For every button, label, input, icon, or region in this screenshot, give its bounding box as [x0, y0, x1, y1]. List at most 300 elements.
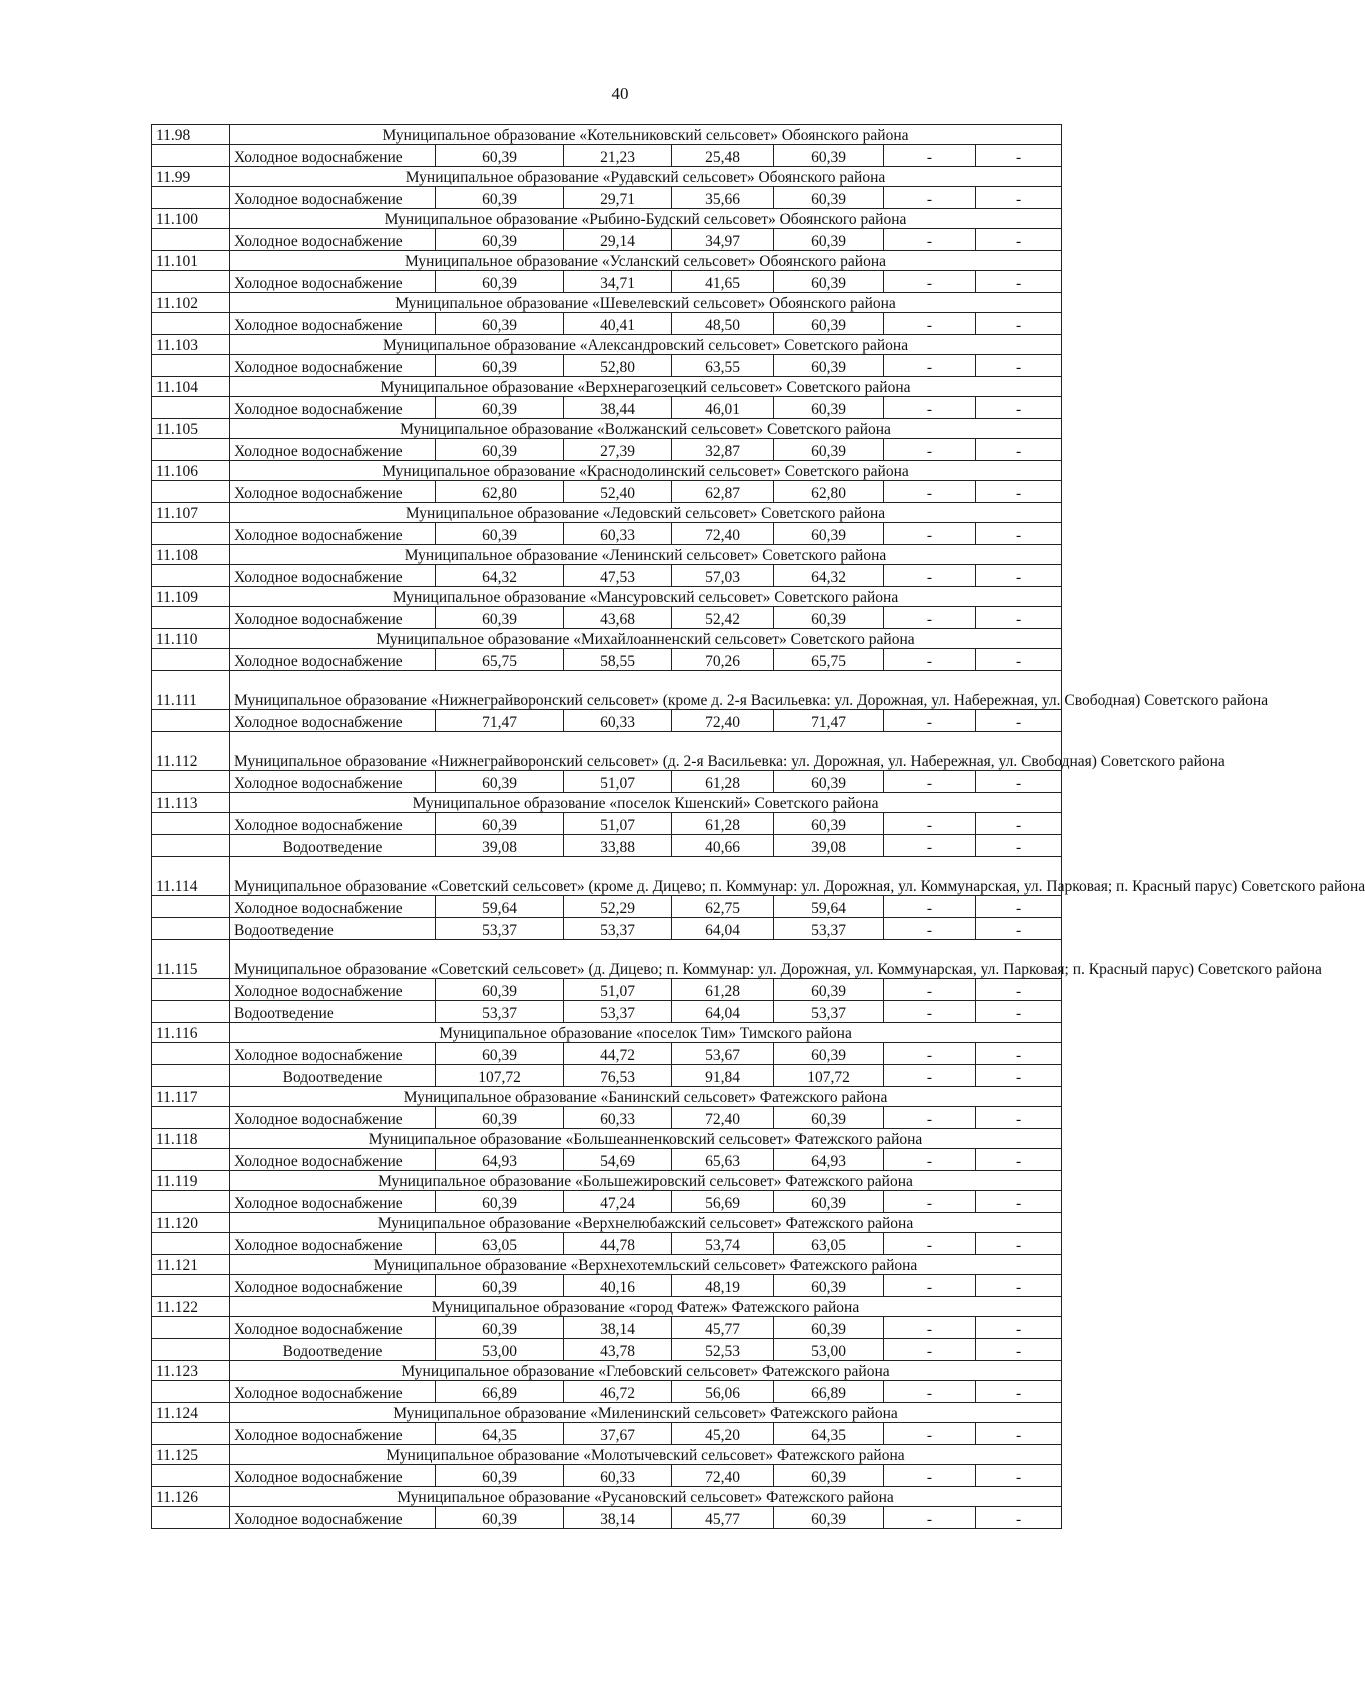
tariff-value: -: [884, 771, 976, 793]
municipality-title: Муниципальное образование «Рудавский сельсовет» Обоянского района: [230, 167, 1062, 187]
service-name: Холодное водоснабжение: [230, 979, 436, 1001]
tariff-value: 60,39: [436, 813, 564, 835]
item-number-spacer: [152, 145, 230, 167]
tariff-value: 47,53: [564, 565, 672, 587]
tariff-value: 46,72: [564, 1381, 672, 1403]
item-number-spacer: [152, 271, 230, 293]
tariff-value: -: [884, 979, 976, 1001]
item-number-spacer: [152, 896, 230, 918]
tariff-value: 38,14: [564, 1507, 672, 1529]
tariff-value: -: [884, 1043, 976, 1065]
tariff-value: 59,64: [436, 896, 564, 918]
municipality-header-row: [152, 793, 1062, 813]
tariff-value: 52,53: [672, 1339, 774, 1361]
tariff-value: 60,39: [436, 271, 564, 293]
tariff-value: -: [884, 355, 976, 377]
municipality-header-row: [152, 940, 1062, 979]
service-name: Водоотведение: [230, 1065, 436, 1087]
tariff-value: 60,39: [774, 145, 884, 167]
tariff-value: -: [884, 918, 976, 940]
tariff-value: 60,39: [774, 229, 884, 251]
tariff-value: 44,72: [564, 1043, 672, 1065]
tariff-value: -: [976, 1507, 1062, 1529]
item-number-spacer: [152, 229, 230, 251]
item-number: 11.100: [152, 209, 230, 229]
tariff-value: 66,89: [774, 1381, 884, 1403]
tariff-value: -: [976, 229, 1062, 251]
tariff-value: 76,53: [564, 1065, 672, 1087]
item-number-spacer: [152, 979, 230, 1001]
municipality-title: Муниципальное образование «Верхнелюбажский сельсовет» Фатежского района: [230, 1213, 1062, 1233]
tariff-value: -: [976, 1043, 1062, 1065]
tariff-value: 64,93: [436, 1149, 564, 1171]
service-name: Холодное водоснабжение: [230, 896, 436, 918]
municipality-header-row: [152, 671, 1062, 710]
tariff-value: -: [976, 523, 1062, 545]
tariff-value: 66,89: [436, 1381, 564, 1403]
tariff-value: 62,80: [436, 481, 564, 503]
tariff-value: 60,39: [774, 271, 884, 293]
service-row: [152, 271, 1062, 293]
tariff-value: 91,84: [672, 1065, 774, 1087]
tariff-value: 61,28: [672, 979, 774, 1001]
tariff-value: 35,66: [672, 187, 774, 209]
tariff-value: 60,39: [774, 607, 884, 629]
service-row: [152, 1423, 1062, 1445]
item-number: 11.98: [152, 125, 230, 145]
municipality-title: Муниципальное образование «Советский сельсовет» (кроме д. Дицево; п. Коммунар: ул. Дорожная, ул. Коммунарская, ул. Парковая; п. Красный парус) Советского района: [230, 857, 1062, 896]
tariff-value: 29,71: [564, 187, 672, 209]
tariff-value: 27,39: [564, 439, 672, 461]
tariff-value: 56,69: [672, 1191, 774, 1213]
tariff-value: 37,67: [564, 1423, 672, 1445]
tariff-value: 107,72: [436, 1065, 564, 1087]
tariff-value: -: [976, 1339, 1062, 1361]
service-row: [152, 1381, 1062, 1403]
service-row: [152, 187, 1062, 209]
tariff-value: 72,40: [672, 1465, 774, 1487]
tariff-value: 60,39: [774, 979, 884, 1001]
tariff-value: -: [884, 1065, 976, 1087]
tariff-value: -: [884, 397, 976, 419]
service-row: [152, 355, 1062, 377]
tariff-value: -: [884, 1191, 976, 1213]
item-number: 11.106: [152, 461, 230, 481]
item-number-spacer: [152, 1191, 230, 1213]
tariff-value: 45,20: [672, 1423, 774, 1445]
item-number-spacer: [152, 523, 230, 545]
service-name: Холодное водоснабжение: [230, 1423, 436, 1445]
item-number-spacer: [152, 1065, 230, 1087]
tariff-value: 107,72: [774, 1065, 884, 1087]
item-number: 11.122: [152, 1297, 230, 1317]
service-name: Холодное водоснабжение: [230, 523, 436, 545]
tariff-value: 60,39: [436, 145, 564, 167]
item-number-spacer: [152, 1233, 230, 1255]
tariff-value: -: [976, 1001, 1062, 1023]
tariff-value: 64,32: [774, 565, 884, 587]
item-number-spacer: [152, 1149, 230, 1171]
municipality-title: Муниципальное образование «Верхнехотемльский сельсовет» Фатежского района: [230, 1255, 1062, 1275]
tariff-value: 60,39: [436, 771, 564, 793]
tariff-value: 60,39: [774, 1507, 884, 1529]
municipality-title: Муниципальное образование «город Фатеж» Фатежского района: [230, 1297, 1062, 1317]
service-name: Холодное водоснабжение: [230, 1191, 436, 1213]
tariff-value: -: [976, 607, 1062, 629]
service-row: [152, 1275, 1062, 1297]
tariff-value: 60,33: [564, 710, 672, 732]
tariff-value: 41,65: [672, 271, 774, 293]
tariff-value: -: [884, 1465, 976, 1487]
tariff-value: 62,80: [774, 481, 884, 503]
municipality-title: Муниципальное образование «Миленинский сельсовет» Фатежского района: [230, 1403, 1062, 1423]
service-name: Холодное водоснабжение: [230, 439, 436, 461]
tariff-value: -: [976, 271, 1062, 293]
service-row: [152, 1043, 1062, 1065]
tariff-value: 60,39: [436, 439, 564, 461]
item-number: 11.121: [152, 1255, 230, 1275]
item-number-spacer: [152, 1381, 230, 1403]
item-number-spacer: [152, 439, 230, 461]
tariff-table: [151, 124, 1365, 1529]
item-number: 11.113: [152, 793, 230, 813]
service-name: Холодное водоснабжение: [230, 313, 436, 335]
tariff-value: 51,07: [564, 771, 672, 793]
tariff-value: -: [884, 896, 976, 918]
tariff-value: -: [884, 439, 976, 461]
tariff-value: 58,55: [564, 649, 672, 671]
tariff-value: -: [884, 229, 976, 251]
tariff-value: 60,39: [774, 187, 884, 209]
tariff-value: 64,35: [774, 1423, 884, 1445]
item-number: 11.99: [152, 167, 230, 187]
municipality-header-row: [152, 1487, 1062, 1507]
tariff-value: 53,67: [672, 1043, 774, 1065]
tariff-value: 71,47: [774, 710, 884, 732]
tariff-value: 60,39: [774, 439, 884, 461]
tariff-value: 62,75: [672, 896, 774, 918]
service-name: Холодное водоснабжение: [230, 1317, 436, 1339]
item-number: 11.126: [152, 1487, 230, 1507]
tariff-value: 60,33: [564, 1107, 672, 1129]
municipality-title: Муниципальное образование «Банинский сельсовет» Фатежского района: [230, 1087, 1062, 1107]
tariff-value: 64,35: [436, 1423, 564, 1445]
tariff-value: 48,50: [672, 313, 774, 335]
tariff-value: 56,06: [672, 1381, 774, 1403]
service-row: [152, 896, 1062, 918]
tariff-value: -: [976, 813, 1062, 835]
service-name: Холодное водоснабжение: [230, 1381, 436, 1403]
tariff-value: -: [976, 1065, 1062, 1087]
tariff-value: 60,39: [774, 1107, 884, 1129]
tariff-value: 64,04: [672, 1001, 774, 1023]
tariff-value: 64,32: [436, 565, 564, 587]
tariff-value: 60,39: [436, 187, 564, 209]
municipality-title: Муниципальное образование «Михайлоанненский сельсовет» Советского района: [230, 629, 1062, 649]
tariff-value: 52,29: [564, 896, 672, 918]
tariff-value: 34,97: [672, 229, 774, 251]
tariff-value: -: [976, 145, 1062, 167]
tariff-value: -: [976, 1317, 1062, 1339]
item-number: 11.125: [152, 1445, 230, 1465]
service-row: [152, 1149, 1062, 1171]
tariff-value: 47,24: [564, 1191, 672, 1213]
municipality-title: Муниципальное образование «Ледовский сельсовет» Советского района: [230, 503, 1062, 523]
service-row: [152, 1065, 1062, 1087]
service-name: Холодное водоснабжение: [230, 607, 436, 629]
service-row: [152, 710, 1062, 732]
tariff-value: 60,39: [774, 1043, 884, 1065]
item-number: 11.102: [152, 293, 230, 313]
item-number-spacer: [152, 355, 230, 377]
item-number-spacer: [152, 1001, 230, 1023]
tariff-value: 72,40: [672, 1107, 774, 1129]
service-name: Холодное водоснабжение: [230, 1149, 436, 1171]
tariff-value: 71,47: [436, 710, 564, 732]
tariff-value: 51,07: [564, 813, 672, 835]
tariff-value: -: [976, 918, 1062, 940]
service-row: [152, 481, 1062, 503]
service-name: Водоотведение: [230, 835, 436, 857]
service-name: Холодное водоснабжение: [230, 481, 436, 503]
tariff-value: 39,08: [436, 835, 564, 857]
service-row: [152, 918, 1062, 940]
tariff-value: -: [884, 1339, 976, 1361]
tariff-value: -: [884, 1001, 976, 1023]
tariff-value: 53,37: [774, 1001, 884, 1023]
municipality-header-row: [152, 1255, 1062, 1275]
item-number: 11.107: [152, 503, 230, 523]
item-number-spacer: [152, 1339, 230, 1361]
tariff-value: -: [884, 187, 976, 209]
item-number-spacer: [152, 481, 230, 503]
municipality-header-row: [152, 629, 1062, 649]
tariff-value: 60,39: [436, 1465, 564, 1487]
tariff-value: 38,44: [564, 397, 672, 419]
tariff-value: 29,14: [564, 229, 672, 251]
tariff-value: 70,26: [672, 649, 774, 671]
tariff-value: 60,39: [436, 313, 564, 335]
tariff-value: 60,39: [436, 355, 564, 377]
municipality-title: Муниципальное образование «Рыбино-Будский сельсовет» Обоянского района: [230, 209, 1062, 229]
tariff-value: -: [976, 1381, 1062, 1403]
item-number: 11.111: [152, 671, 230, 710]
tariff-value: -: [884, 710, 976, 732]
tariff-value: 72,40: [672, 710, 774, 732]
tariff-value: -: [976, 1275, 1062, 1297]
item-number-spacer: [152, 918, 230, 940]
tariff-value: -: [884, 1507, 976, 1529]
service-row: [152, 979, 1062, 1001]
municipality-header-row: [152, 293, 1062, 313]
tariff-value: 63,05: [774, 1233, 884, 1255]
municipality-title: Муниципальное образование «Молотычевский сельсовет» Фатежского района: [230, 1445, 1062, 1465]
tariff-value: 45,77: [672, 1507, 774, 1529]
municipality-header-row: [152, 461, 1062, 481]
municipality-title: Муниципальное образование «Котельниковский сельсовет» Обоянского района: [230, 125, 1062, 145]
tariff-value: -: [976, 710, 1062, 732]
tariff-value: -: [976, 649, 1062, 671]
tariff-value: 60,39: [436, 1317, 564, 1339]
service-name: Холодное водоснабжение: [230, 229, 436, 251]
tariff-value: 59,64: [774, 896, 884, 918]
municipality-title: Муниципальное образование «Нижнеграйворонский сельсовет» (д. 2-я Васильевка: ул. Дорожная, ул. Набережная, ул. Свободная) Советского района: [230, 732, 1062, 771]
service-row: [152, 313, 1062, 335]
tariff-value: 25,48: [672, 145, 774, 167]
tariff-value: 65,63: [672, 1149, 774, 1171]
tariff-value: 60,39: [774, 397, 884, 419]
tariff-value: -: [884, 313, 976, 335]
tariff-value: -: [976, 565, 1062, 587]
tariff-value: -: [976, 979, 1062, 1001]
municipality-header-row: [152, 1087, 1062, 1107]
tariff-value: 60,33: [564, 1465, 672, 1487]
tariff-value: -: [884, 481, 976, 503]
tariff-value: 61,28: [672, 771, 774, 793]
tariff-value: 40,66: [672, 835, 774, 857]
tariff-value: -: [884, 523, 976, 545]
service-row: [152, 565, 1062, 587]
tariff-value: 52,42: [672, 607, 774, 629]
service-row: [152, 1001, 1062, 1023]
service-name: Водоотведение: [230, 1339, 436, 1361]
service-name: Холодное водоснабжение: [230, 649, 436, 671]
tariff-value: 48,19: [672, 1275, 774, 1297]
municipality-title: Муниципальное образование «Большежировский сельсовет» Фатежского района: [230, 1171, 1062, 1191]
item-number-spacer: [152, 710, 230, 732]
tariff-value: 38,14: [564, 1317, 672, 1339]
municipality-title: Муниципальное образование «поселок Кшенский» Советского района: [230, 793, 1062, 813]
tariff-value: 46,01: [672, 397, 774, 419]
item-number: 11.117: [152, 1087, 230, 1107]
tariff-value: 57,03: [672, 565, 774, 587]
tariff-value: 60,39: [774, 1465, 884, 1487]
service-name: Холодное водоснабжение: [230, 565, 436, 587]
tariff-value: 60,39: [436, 1275, 564, 1297]
item-number-spacer: [152, 607, 230, 629]
tariff-value: 60,39: [436, 1107, 564, 1129]
tariff-value: 64,93: [774, 1149, 884, 1171]
service-name: Холодное водоснабжение: [230, 397, 436, 419]
tariff-value: 60,39: [774, 1191, 884, 1213]
tariff-value: 52,40: [564, 481, 672, 503]
service-row: [152, 835, 1062, 857]
service-row: [152, 439, 1062, 461]
tariff-value: -: [884, 1317, 976, 1339]
service-name: Холодное водоснабжение: [230, 1275, 436, 1297]
tariff-value: 53,74: [672, 1233, 774, 1255]
municipality-title: Муниципальное образование «Мансуровский сельсовет» Советского района: [230, 587, 1062, 607]
tariff-value: -: [884, 835, 976, 857]
municipality-title: Муниципальное образование «Нижнеграйворонский сельсовет» (кроме д. 2-я Васильевка: ул. Дорожная, ул. Набережная, ул. Свободная) Советского района: [230, 671, 1062, 710]
tariff-value: -: [976, 1233, 1062, 1255]
tariff-value: 44,78: [564, 1233, 672, 1255]
item-number-spacer: [152, 187, 230, 209]
item-number: 11.119: [152, 1171, 230, 1191]
item-number: 11.124: [152, 1403, 230, 1423]
tariff-value: -: [976, 1423, 1062, 1445]
item-number: 11.110: [152, 629, 230, 649]
municipality-header-row: [152, 377, 1062, 397]
service-name: Холодное водоснабжение: [230, 1233, 436, 1255]
item-number-spacer: [152, 813, 230, 835]
item-number: 11.104: [152, 377, 230, 397]
tariff-value: -: [976, 481, 1062, 503]
tariff-value: -: [884, 607, 976, 629]
tariff-value: -: [976, 187, 1062, 209]
tariff-value: 43,68: [564, 607, 672, 629]
service-row: [152, 397, 1062, 419]
tariff-value: 60,39: [774, 1275, 884, 1297]
tariff-value: 53,37: [564, 1001, 672, 1023]
tariff-value: 60,39: [436, 397, 564, 419]
service-row: [152, 1191, 1062, 1213]
item-number-spacer: [152, 1423, 230, 1445]
service-row: [152, 771, 1062, 793]
municipality-header-row: [152, 1129, 1062, 1149]
municipality-title: Муниципальное образование «Советский сельсовет» (д. Дицево; п. Коммунар: ул. Дорожная, ул. Коммунарская, ул. Парковая; п. Красный парус) Советского района: [230, 940, 1062, 979]
item-number: 11.114: [152, 857, 230, 896]
tariff-value: 60,39: [436, 979, 564, 1001]
tariff-value: 63,55: [672, 355, 774, 377]
municipality-header-row: [152, 1213, 1062, 1233]
service-row: [152, 1233, 1062, 1255]
municipality-header-row: [152, 1403, 1062, 1423]
municipality-header-row: [152, 587, 1062, 607]
tariff-value: -: [976, 1191, 1062, 1213]
tariff-value: -: [884, 1149, 976, 1171]
tariff-value: -: [976, 771, 1062, 793]
service-row: [152, 1465, 1062, 1487]
item-number-spacer: [152, 1465, 230, 1487]
tariff-value: 64,04: [672, 918, 774, 940]
municipality-title: Муниципальное образование «Верхнерагозецкий сельсовет» Советского района: [230, 377, 1062, 397]
item-number-spacer: [152, 771, 230, 793]
item-number: 11.115: [152, 940, 230, 979]
service-name: Холодное водоснабжение: [230, 187, 436, 209]
municipality-title: Муниципальное образование «Большеанненковский сельсовет» Фатежского района: [230, 1129, 1062, 1149]
tariff-value: 65,75: [436, 649, 564, 671]
item-number-spacer: [152, 1507, 230, 1529]
tariff-value: 60,39: [774, 355, 884, 377]
municipality-header-row: [152, 209, 1062, 229]
tariff-value: -: [976, 1149, 1062, 1171]
service-name: Холодное водоснабжение: [230, 145, 436, 167]
tariff-value: 53,37: [436, 1001, 564, 1023]
municipality-title: Муниципальное образование «Глебовский сельсовет» Фатежского района: [230, 1361, 1062, 1381]
tariff-value: 65,75: [774, 649, 884, 671]
tariff-value: -: [884, 271, 976, 293]
tariff-value: 60,39: [436, 523, 564, 545]
tariff-value: 60,39: [436, 1191, 564, 1213]
tariff-value: 60,39: [436, 229, 564, 251]
service-name: Холодное водоснабжение: [230, 271, 436, 293]
tariff-value: -: [976, 896, 1062, 918]
service-name: Водоотведение: [230, 1001, 436, 1023]
municipality-title: Муниципальное образование «Усланский сельсовет» Обоянского района: [230, 251, 1062, 271]
tariff-value: 60,39: [774, 313, 884, 335]
item-number-spacer: [152, 1275, 230, 1297]
municipality-header-row: [152, 1023, 1062, 1043]
municipality-header-row: [152, 419, 1062, 439]
service-row: [152, 145, 1062, 167]
service-row: [152, 1317, 1062, 1339]
tariff-value: 32,87: [672, 439, 774, 461]
service-row: [152, 649, 1062, 671]
tariff-value: -: [976, 355, 1062, 377]
tariff-value: 60,39: [436, 1507, 564, 1529]
tariff-value: -: [884, 1275, 976, 1297]
